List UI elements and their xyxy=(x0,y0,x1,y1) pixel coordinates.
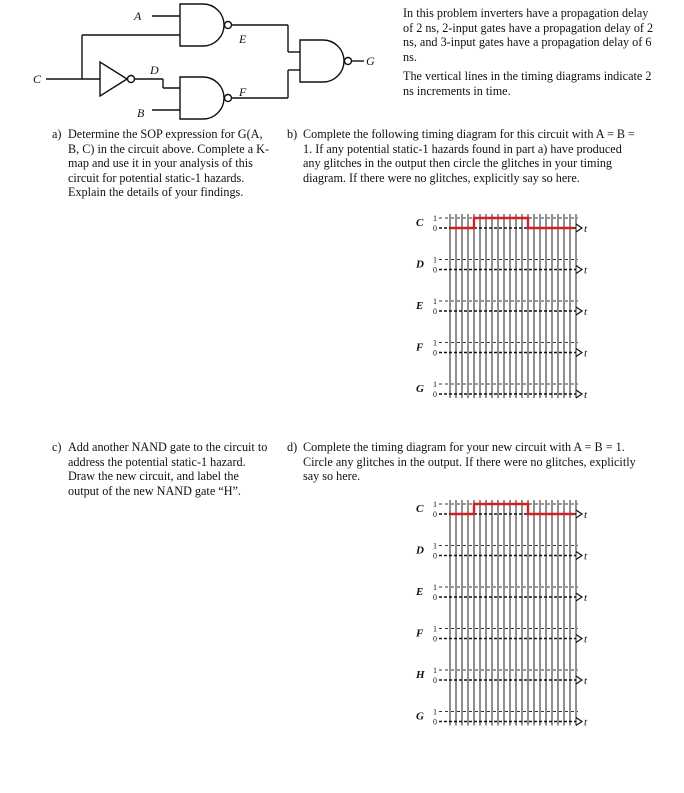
input-b-label: B xyxy=(137,106,145,120)
time-arrow-icon xyxy=(576,390,582,398)
level-high-label: 1 xyxy=(433,380,437,389)
timing-row-h xyxy=(415,666,588,687)
intro-block xyxy=(403,6,661,99)
signal-label: G xyxy=(416,710,424,723)
output-g-label: G xyxy=(366,54,375,68)
timing-row-g xyxy=(416,708,588,729)
inverter xyxy=(100,62,127,96)
level-low-label: 0 xyxy=(433,224,437,233)
time-arrow-icon xyxy=(576,224,582,232)
level-low-label: 0 xyxy=(433,265,437,275)
time-axis-label: t xyxy=(584,264,588,277)
level-high-label: 1 xyxy=(433,338,437,348)
signal-label: C xyxy=(416,217,424,229)
node-e-label: E xyxy=(239,32,247,46)
time-arrow-icon xyxy=(576,349,582,357)
question-c-label: c) xyxy=(52,440,62,454)
c-waveform xyxy=(450,504,574,514)
timing-row-d xyxy=(415,542,588,563)
time-arrow-icon xyxy=(576,307,582,315)
time-arrow-icon xyxy=(576,635,582,643)
inverting-bubble-f xyxy=(225,95,232,102)
question-c-text: Add another NAND gate to the circuit to address the potential static-1 hazard. Draw the new circuit, and label the output of the new NAND gate “H”. xyxy=(68,440,268,498)
level-low-label: 0 xyxy=(433,510,437,519)
time-axis-label: t xyxy=(584,347,588,360)
grid-text: The vertical lines in the timing diagrams indicate 2 ns increments in time. xyxy=(403,69,652,98)
nand-gate-g xyxy=(300,40,344,82)
level-high-label: 1 xyxy=(433,666,437,675)
time-axis-label: t xyxy=(584,675,588,687)
signal-label: E xyxy=(416,300,424,312)
time-arrow-icon xyxy=(576,676,582,684)
time-axis-label: t xyxy=(584,306,588,318)
time-arrow-icon xyxy=(576,593,582,601)
signal-label: D xyxy=(416,544,424,557)
nand-gate-f xyxy=(180,77,224,119)
time-arrow-icon xyxy=(576,266,582,274)
timing-row-g xyxy=(416,380,588,401)
level-high-label: 1 xyxy=(433,500,437,509)
time-axis-label: t xyxy=(584,716,588,729)
timing-diagram-b xyxy=(400,210,660,410)
node-d-label: D xyxy=(150,63,159,77)
timing-row-c xyxy=(416,500,588,521)
signal-label: D xyxy=(416,258,424,271)
level-low-label: 0 xyxy=(433,551,437,561)
question-b xyxy=(287,127,637,207)
timing-row-d xyxy=(415,256,588,277)
timing-row-f xyxy=(415,625,588,646)
input-c-label: C xyxy=(33,72,42,86)
signal-label: F xyxy=(416,627,424,640)
question-a-label: a) xyxy=(52,127,62,141)
question-d-label: d) xyxy=(287,440,298,454)
c-waveform xyxy=(450,218,574,228)
level-low-label: 0 xyxy=(433,676,437,685)
signal-label: E xyxy=(416,586,424,598)
delay-text: In this problem inverters have a propagation delay of 2 ns, 2-input gates have a propagation delay of 2 ns, and 3-input gates have a propagation delay of 6 ns. xyxy=(403,6,654,64)
level-low-label: 0 xyxy=(433,593,437,602)
nand-gate-e xyxy=(180,4,224,46)
level-low-label: 0 xyxy=(433,348,437,358)
input-a-label: A xyxy=(134,9,142,23)
signal-label: C xyxy=(416,503,424,515)
level-high-label: 1 xyxy=(433,214,437,223)
timing-row-c xyxy=(416,214,588,235)
level-low-label: 0 xyxy=(433,717,437,727)
signal-label: H xyxy=(416,669,425,681)
question-b-label: b) xyxy=(287,127,298,141)
time-arrow-icon xyxy=(576,552,582,560)
question-b-text: Complete the following timing diagram for this circuit with A = B = 1. If any potential static-1 hazards found in part a) have produced any glitches in the output then circle the glitches in your timing diagram. If there were no glitches, explicitly say so here. xyxy=(303,127,635,185)
level-low-label: 0 xyxy=(433,634,437,644)
level-high-label: 1 xyxy=(433,297,437,306)
level-high-label: 1 xyxy=(433,583,437,592)
time-axis-label: t xyxy=(584,550,588,563)
signal-label: F xyxy=(416,341,424,354)
inverting-bubble-d xyxy=(128,76,135,83)
timing-row-e xyxy=(415,297,588,318)
timing-diagram-d xyxy=(400,496,660,736)
level-high-label: 1 xyxy=(433,707,437,717)
time-axis-label: t xyxy=(584,633,588,646)
level-high-label: 1 xyxy=(433,255,437,265)
logic-circuit xyxy=(0,0,400,125)
question-a xyxy=(52,127,272,227)
time-axis-label: t xyxy=(584,223,588,235)
node-f-label: F xyxy=(239,85,247,99)
timing-row-f xyxy=(415,339,588,360)
time-axis-label: t xyxy=(584,592,588,604)
timing-row-e xyxy=(415,583,588,604)
inverting-bubble-g xyxy=(345,58,352,65)
signal-label: G xyxy=(416,383,424,395)
question-d-text: Complete the timing diagram for your new circuit with A = B = 1. Circle any glitches in the output. If there were no glitches, explicitly say so here. xyxy=(303,440,636,484)
level-high-label: 1 xyxy=(433,541,437,551)
time-axis-label: t xyxy=(584,389,588,401)
time-arrow-icon xyxy=(576,718,582,726)
time-axis-label: t xyxy=(584,509,588,521)
question-a-text: Determine the SOP expression for G(A, B, C) in the circuit above. Complete a K-map and use it in your analysis of this circuit for potential static-1 hazards. Explain the details of your findings. xyxy=(68,127,270,200)
question-c xyxy=(52,440,272,520)
time-arrow-icon xyxy=(576,510,582,518)
level-low-label: 0 xyxy=(433,390,437,399)
level-low-label: 0 xyxy=(433,307,437,316)
question-d xyxy=(287,440,637,500)
level-high-label: 1 xyxy=(433,624,437,634)
inverting-bubble-e xyxy=(225,22,232,29)
